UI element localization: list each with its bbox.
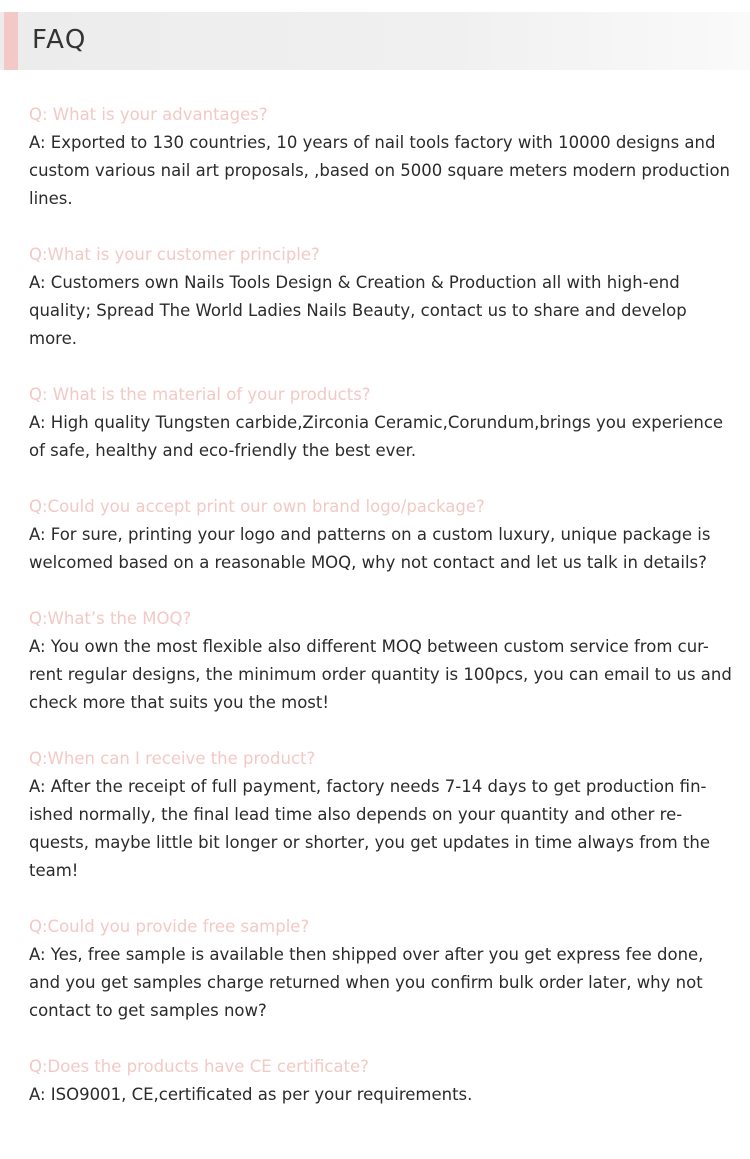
header-accent-bar <box>4 12 18 70</box>
faq-answer <box>29 633 739 717</box>
answer-line: A: Yes, free sample is available then shipped over after you get express fee done, <box>29 945 704 964</box>
faq-question: Q:Could you accept print our own brand logo/package? <box>29 497 485 516</box>
answer-line: check more that suits you the most! <box>29 693 329 712</box>
faq-answer <box>29 941 739 1025</box>
answer-line: A: After the receipt of full payment, factory needs 7-14 days to get production fin- <box>29 777 707 796</box>
faq-answer <box>29 1081 739 1109</box>
faq-answer <box>29 773 739 885</box>
faq-question: Q:Does the products have CE certificate? <box>29 1057 369 1076</box>
faq-list <box>29 101 739 1137</box>
answer-line: rent regular designs, the minimum order quantity is 100pcs, you can email to us and <box>29 665 732 684</box>
answer-line: A: You own the most flexible also different MOQ between custom service from cur- <box>29 637 709 656</box>
faq-question: Q:What’s the MOQ? <box>29 609 192 628</box>
answer-line: ished normally, the final lead time also depends on your quantity and other re- <box>29 805 683 824</box>
faq-question: Q: What is your advantages? <box>29 105 268 124</box>
faq-item <box>29 381 739 465</box>
answer-line: contact to get samples now? <box>29 1001 267 1020</box>
faq-item <box>29 493 739 577</box>
faq-item <box>29 605 739 717</box>
page-title: FAQ <box>32 25 87 55</box>
faq-answer <box>29 521 739 577</box>
faq-item <box>29 745 739 885</box>
answer-line: A: Customers own Nails Tools Design & Creation & Production all with high-end <box>29 273 680 292</box>
answer-line: more. <box>29 329 77 348</box>
answer-line: team! <box>29 861 79 880</box>
faq-question: Q:Could you provide free sample? <box>29 917 310 936</box>
faq-item <box>29 241 739 353</box>
faq-question: Q:What is your customer principle? <box>29 245 320 264</box>
answer-line: welcomed based on a reasonable MOQ, why not contact and let us talk in details? <box>29 553 707 572</box>
faq-item <box>29 913 739 1025</box>
answer-line: lines. <box>29 189 73 208</box>
faq-answer <box>29 129 739 213</box>
faq-question: Q: What is the material of your products? <box>29 385 371 404</box>
answer-line: A: ISO9001, CE,certificated as per your requirements. <box>29 1085 473 1104</box>
answer-line: A: Exported to 130 countries, 10 years of nail tools factory with 10000 designs and <box>29 133 716 152</box>
faq-question: Q:When can I receive the product? <box>29 749 316 768</box>
answer-line: and you get samples charge returned when you confirm bulk order later, why not <box>29 973 703 992</box>
answer-line: A: For sure, printing your logo and patterns on a custom luxury, unique package is <box>29 525 711 544</box>
answer-line: custom various nail art proposals, ,based on 5000 square meters modern production <box>29 161 731 180</box>
faq-item <box>29 101 739 213</box>
faq-header <box>0 12 750 70</box>
faq-item <box>29 1053 739 1109</box>
answer-line: quality; Spread The World Ladies Nails Beauty, contact us to share and develop <box>29 301 687 320</box>
answer-line: of safe, healthy and eco-friendly the best ever. <box>29 441 417 460</box>
answer-line: A: High quality Tungsten carbide,Zirconia Ceramic,Corundum,brings you experience <box>29 413 724 432</box>
faq-answer <box>29 269 739 353</box>
faq-answer <box>29 409 739 465</box>
answer-line: quests, maybe little bit longer or shorter, you get updates in time always from the <box>29 833 710 852</box>
